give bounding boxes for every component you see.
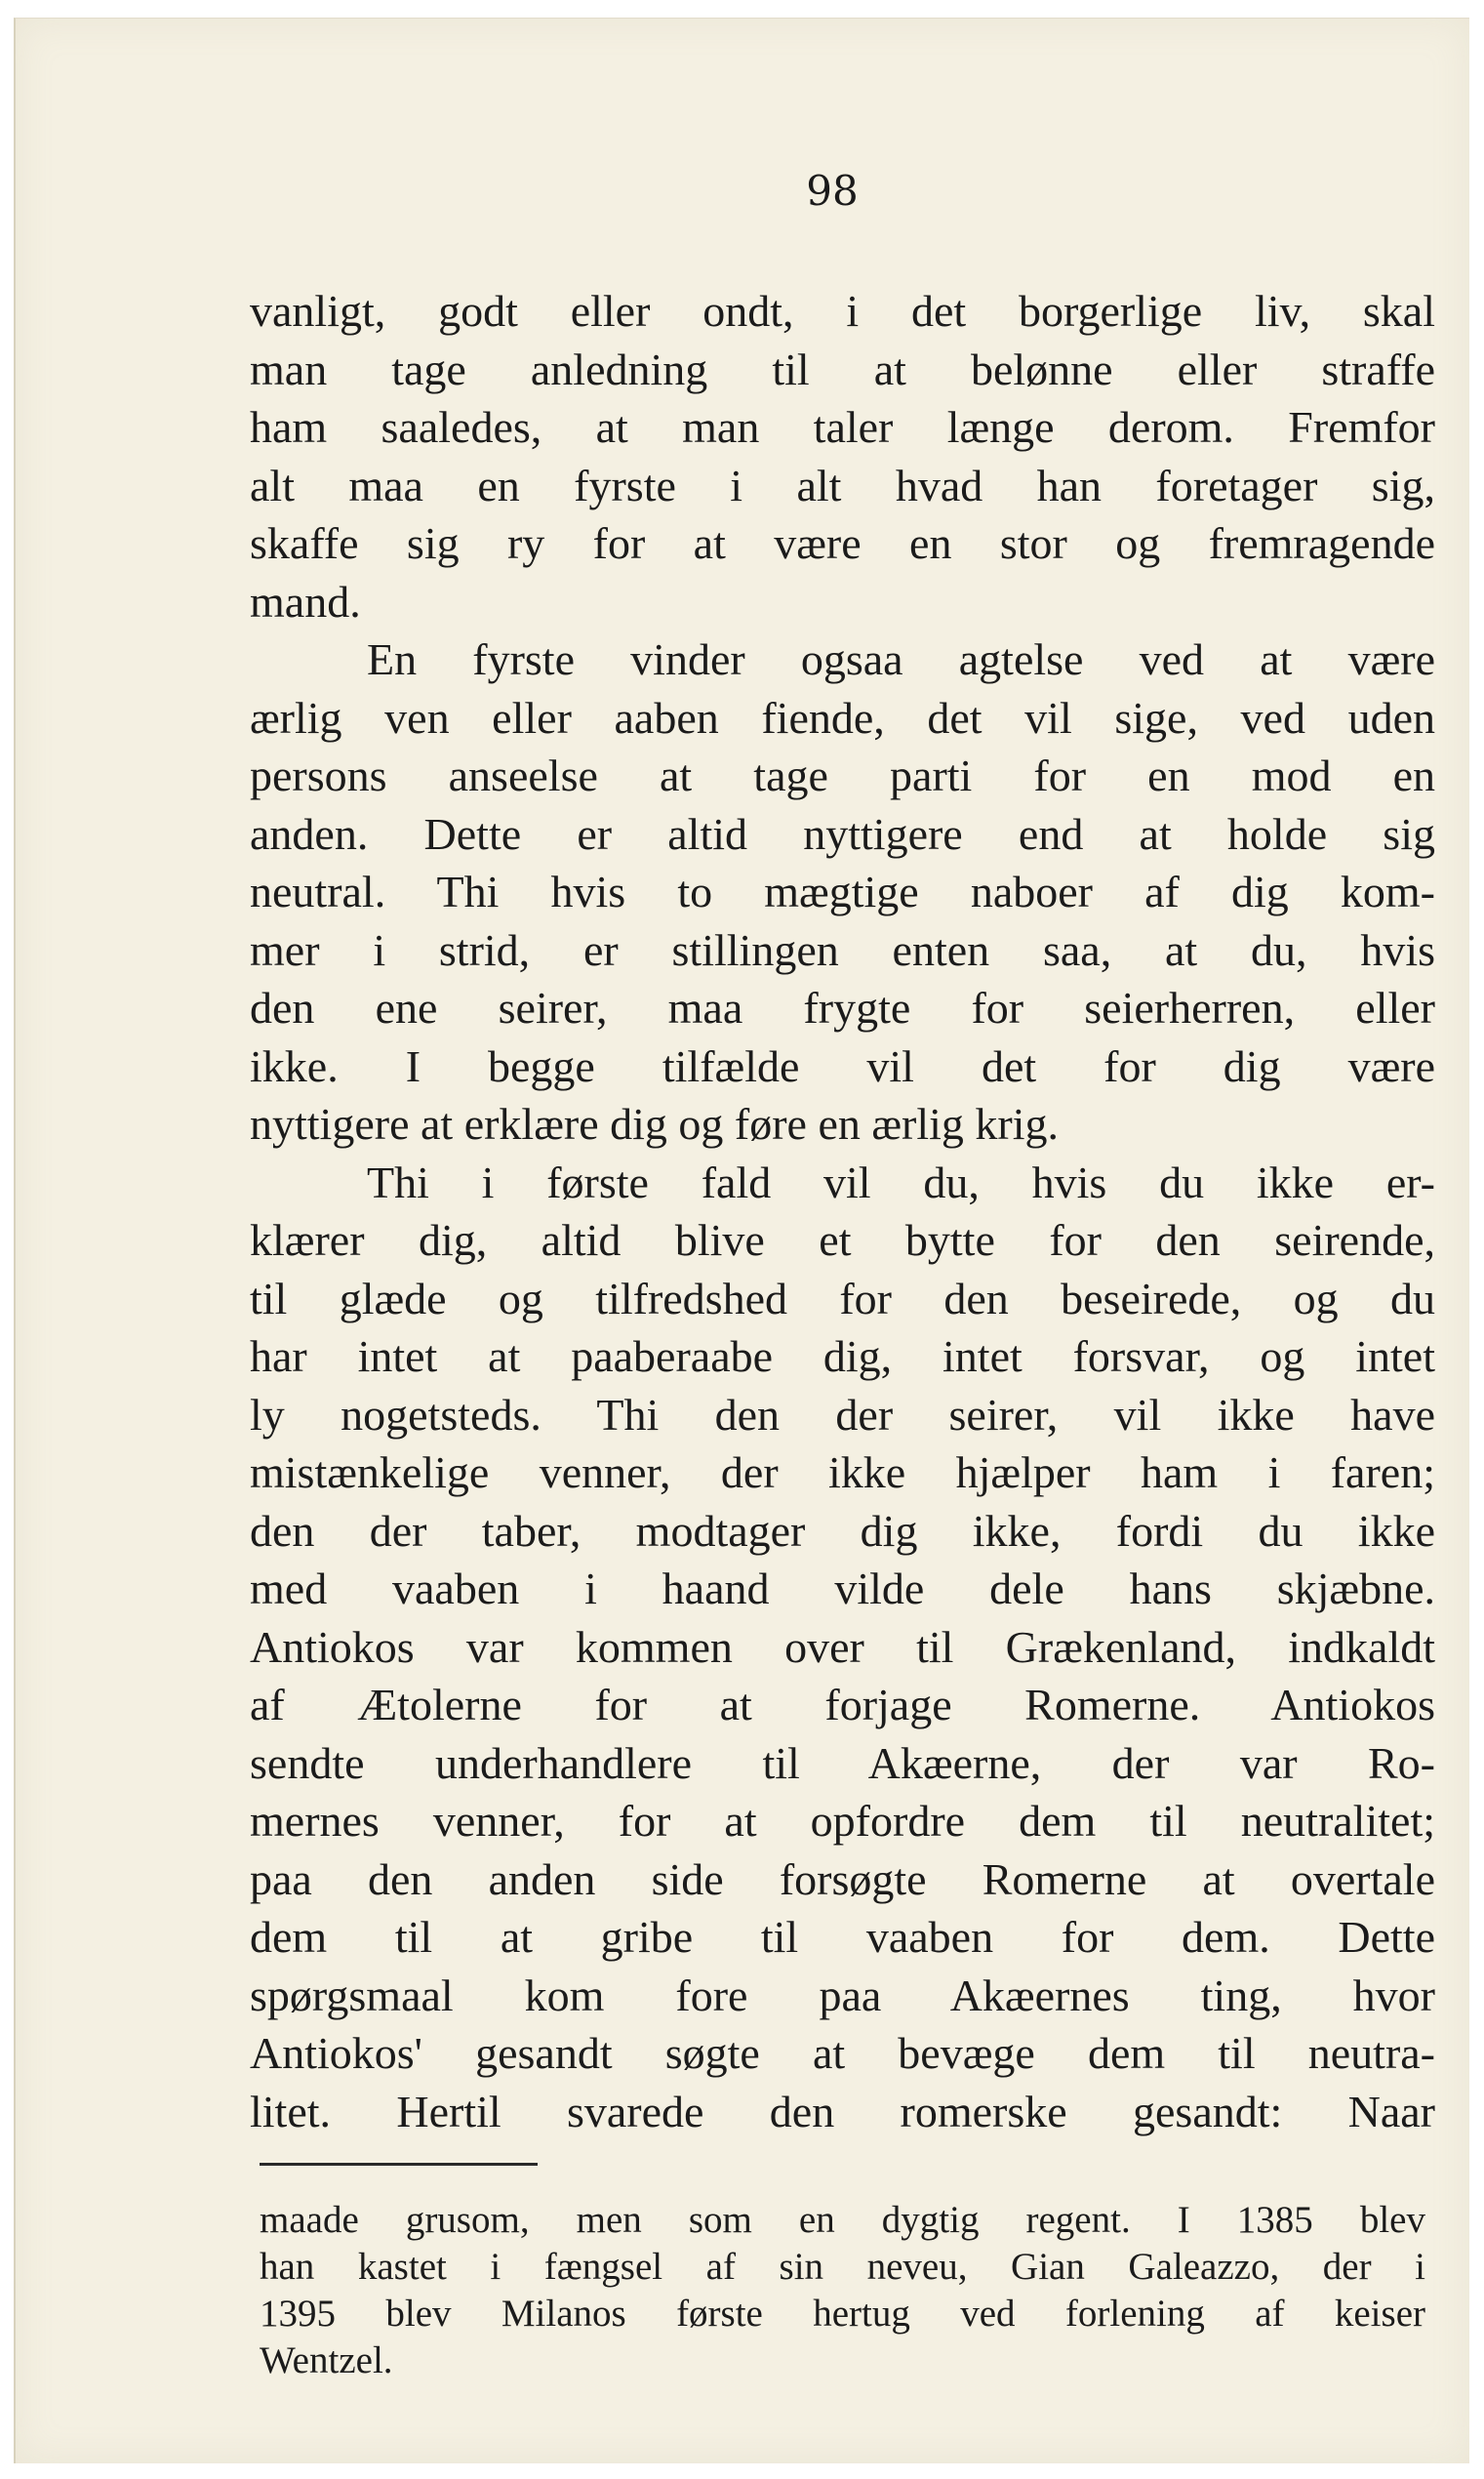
- body-line: skaffe sig ry for at være en stor og fremragende: [250, 518, 1435, 568]
- body-line: ham saaledes, at man taler længe derom. Fremfor: [250, 402, 1435, 452]
- footnote-line: maade grusom, men som en dygtig regent. I 1385 blev: [260, 2199, 1425, 2241]
- body-line: den der taber, modtager dig ikke, fordi du ikke: [250, 1505, 1435, 1556]
- body-text: [250, 282, 1435, 2140]
- body-line: ikke. I begge tilfælde vil det for dig være: [250, 1040, 1435, 1091]
- body-line: mer i strid, er stillingen enten saa, at du, hvis: [250, 924, 1435, 975]
- body-line: nyttigere at erklære dig og føre en ærlig krig.: [250, 1099, 1060, 1149]
- page-number: 98: [806, 167, 859, 215]
- footnote-divider: [260, 2163, 538, 2166]
- body-line: man tage anledning til at belønne eller straffe: [250, 344, 1435, 394]
- footnote: [260, 2197, 1425, 2384]
- body-line: Antiokos var kommen over til Grækenland, indkaldt: [250, 1621, 1435, 1672]
- footnote-line: 1395 blev Milanos første hertug ved forlening af keiser: [260, 2293, 1425, 2335]
- body-line: ærlig ven eller aaben fiende, det vil sige, ved uden: [250, 692, 1435, 743]
- body-line: klærer dig, altid blive et bytte for den seirende,: [250, 1215, 1435, 1265]
- body-line: alt maa en fyrste i alt hvad han foretager sig,: [250, 460, 1435, 510]
- body-line: har intet at paaberaabe dig, intet forsvar, og intet: [250, 1331, 1435, 1381]
- body-line: mernes venner, for at opfordre dem til neutralitet;: [250, 1796, 1435, 1846]
- body-line: mistænkelige venner, der ikke hjælper ham i faren;: [250, 1447, 1435, 1497]
- body-line: vanligt, godt eller ondt, i det borgerlige liv, skal: [250, 286, 1435, 336]
- body-line: med vaaben i haand vilde dele hans skjæbne.: [250, 1564, 1435, 1613]
- body-line: litet. Hertil svarede den romerske gesandt: Naar: [250, 2086, 1435, 2136]
- body-line: mand.: [250, 576, 361, 627]
- body-line: neutral. Thi hvis to mægtige naboer af dig kom-: [250, 867, 1435, 916]
- footnote-line: Wentzel.: [260, 2339, 393, 2381]
- body-line: anden. Dette er altid nyttigere end at holde sig: [250, 808, 1435, 859]
- body-line: Antiokos' gesandt søgte at bevæge dem til neutra-: [250, 2028, 1435, 2078]
- book-page: [14, 18, 1469, 2463]
- footnote-line: han kastet i fængsel af sin neveu, Gian Galeazzo, der i: [260, 2246, 1425, 2288]
- body-line: ly nogetsteds. Thi den der seirer, vil ikke have: [250, 1389, 1435, 1440]
- body-line: af Ætolerne for at forjage Romerne. Antiokos: [250, 1680, 1435, 1729]
- body-line: sendte underhandlere til Akæerne, der var Ro-: [250, 1737, 1435, 1788]
- body-line: til glæde og tilfredshed for den beseirede, og du: [250, 1273, 1435, 1323]
- body-line: dem til at gribe til vaaben for dem. Dette: [250, 1912, 1435, 1962]
- body-line: persons anseelse at tage parti for en mod en: [250, 751, 1435, 800]
- body-line: Thi i første fald vil du, hvis du ikke er-: [367, 1157, 1435, 1207]
- body-line: En fyrste vinder ogsaa agtelse ved at være: [367, 634, 1435, 684]
- body-line: spørgsmaal kom fore paa Akæernes ting, hvor: [250, 1970, 1435, 2020]
- body-line: paa den anden side forsøgte Romerne at overtale: [250, 1853, 1435, 1904]
- body-line: den ene seirer, maa frygte for seierherren, eller: [250, 983, 1435, 1033]
